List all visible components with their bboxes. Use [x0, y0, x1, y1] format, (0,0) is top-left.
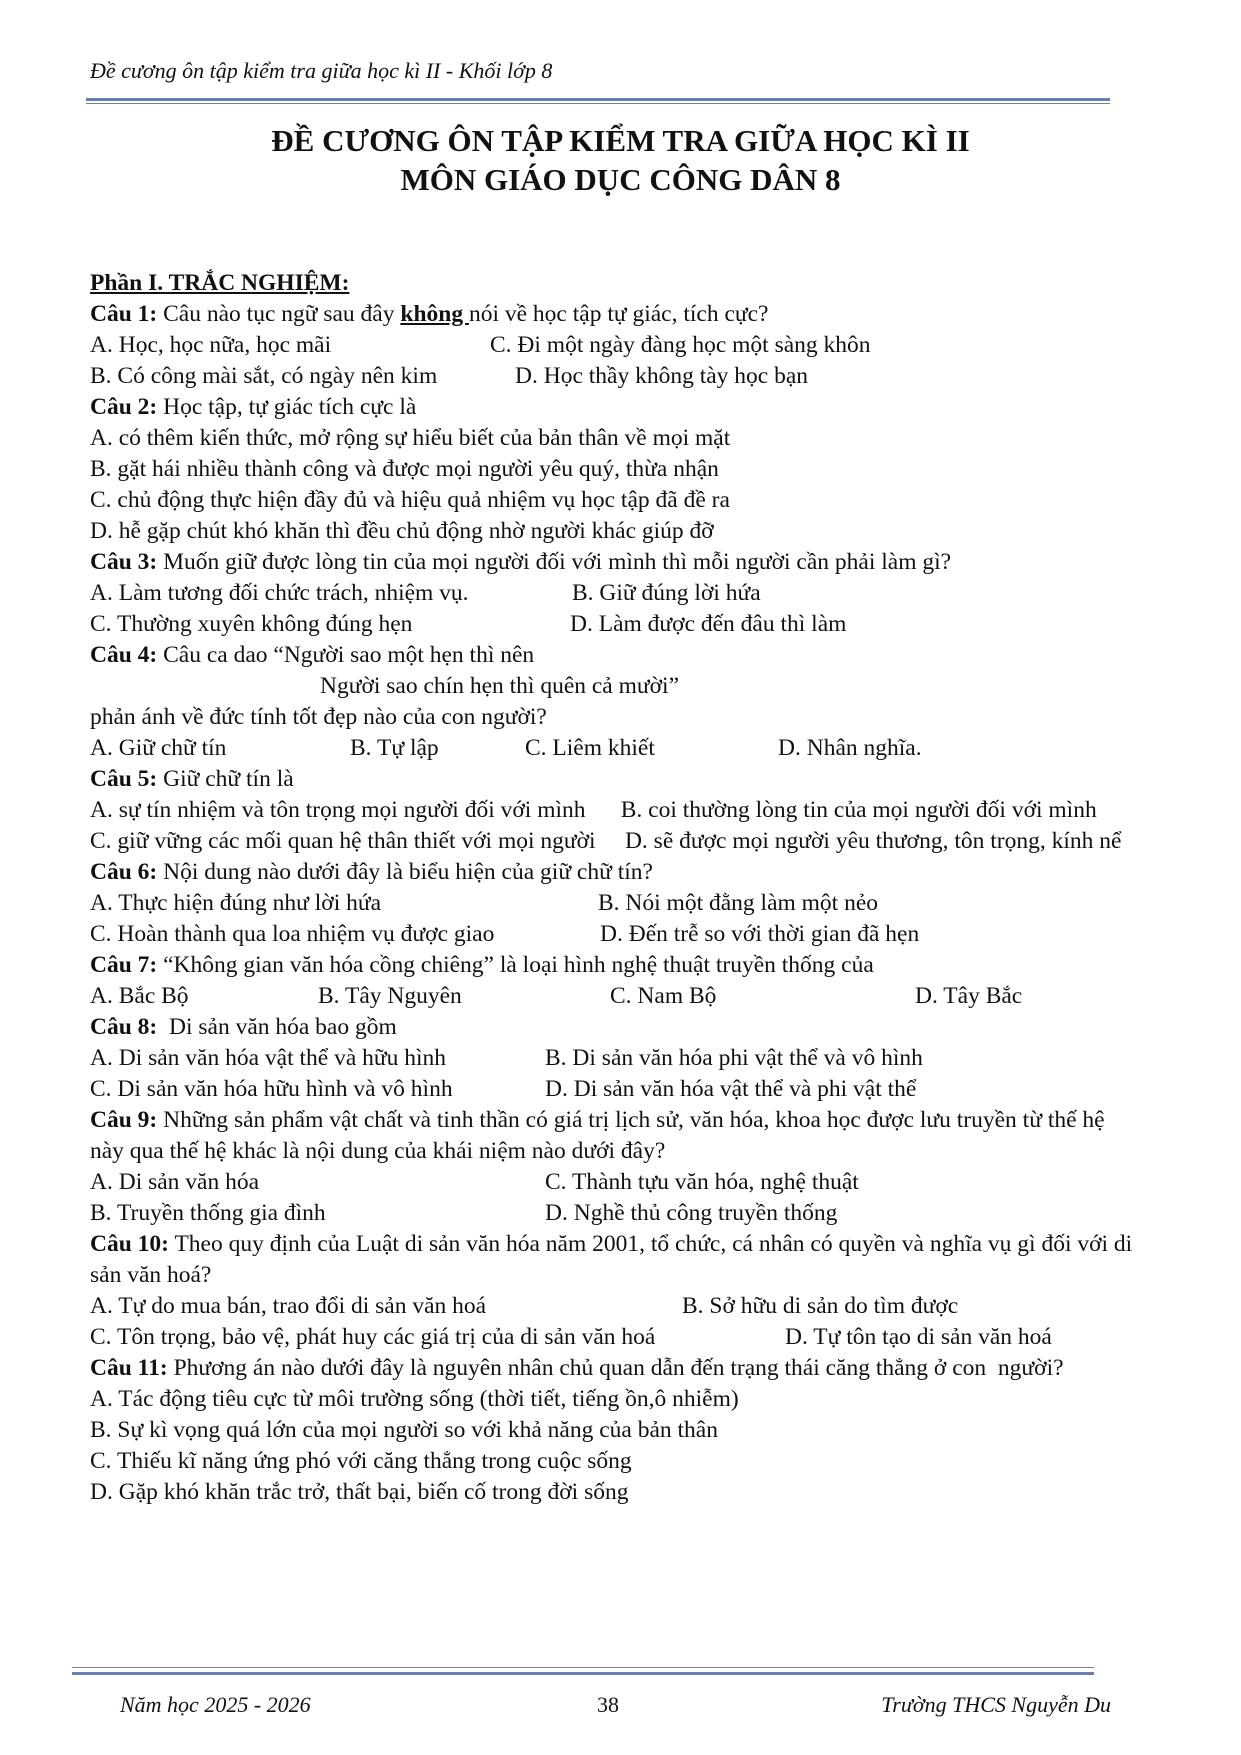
- question-5: [90, 764, 1140, 795]
- document-title-line2: MÔN GIÁO DỤC CÔNG DÂN 8: [400, 162, 841, 197]
- option-d: D. Đến trễ so với thời gian đã hẹn: [600, 921, 920, 947]
- option-c: C. Tôn trọng, bảo vệ, phát huy các giá trị của di sản văn hoá: [90, 1324, 656, 1350]
- option-a: A. Di sản văn hóa vật thể và hữu hình: [90, 1045, 447, 1071]
- footer-school-name: Trường THCS Nguyễn Du: [881, 1692, 1111, 1717]
- question-label: Câu 5:: [90, 766, 158, 792]
- option-d: D. Học thầy không tày học bạn: [515, 363, 809, 389]
- option-c: C. chủ động thực hiện đầy đủ và hiệu quả nhiệm vụ học tập đã đề ra: [90, 487, 730, 513]
- option-b: B. Di sản văn hóa phi vật thể và vô hình: [545, 1045, 923, 1071]
- option-d: D. Làm được đến đâu thì làm: [570, 611, 847, 637]
- question-6: [90, 857, 1140, 888]
- option-b: B. Nói một đằng làm một nẻo: [598, 890, 879, 916]
- option-a: A. có thêm kiến thức, mở rộng sự hiểu biết của bản thân về mọi mặt: [90, 425, 731, 451]
- question-10: [90, 1229, 1140, 1291]
- question-label: Câu 10:: [90, 1231, 169, 1257]
- question-list: [90, 268, 1140, 1508]
- question-text: nói về học tập tự giác, tích cực?: [468, 301, 769, 327]
- question-text: Phương án nào dưới đây là nguyên nhân chủ quan dẫn đến trạng thái căng thẳng ở con người?: [167, 1355, 1064, 1381]
- question-label: Câu 3:: [90, 549, 158, 575]
- question-label: Câu 7:: [90, 952, 158, 978]
- question-text: Giữ chữ tín là: [157, 766, 294, 792]
- option-a: A. Làm tương đối chức trách, nhiệm vụ.: [90, 580, 469, 606]
- question-7: [90, 950, 1140, 981]
- question-2: [90, 392, 1140, 423]
- option-d: D. hễ gặp chút khó khăn thì đều chủ động nhờ người khác giúp đỡ: [90, 518, 714, 544]
- footer-school-year: Năm học 2025 - 2026: [120, 1692, 311, 1717]
- option-b: B. Có công mài sắt, có ngày nên kim: [90, 363, 438, 389]
- question-text: Học tập, tự giác tích cực là: [157, 394, 417, 420]
- question-9: [90, 1105, 1140, 1167]
- option-b: B. Tây Nguyên: [318, 983, 462, 1009]
- document-title-line1: ĐỀ CƯƠNG ÔN TẬP KIỂM TRA GIỮA HỌC KÌ II: [271, 123, 970, 158]
- option-d: D. Tây Bắc: [915, 983, 1023, 1009]
- question-text: Những sản phẩm vật chất và tinh thần có giá trị lịch sử, văn hóa, khoa học được lưu truyền từ thế hệ này qua thế hệ khác là nội dung của khái niệm nào dưới đây?: [90, 1107, 1105, 1164]
- options-c-d: C. giữ vững các mối quan hệ thân thiết với mọi người D. sẽ được mọi người yêu thương, tôn trọng, kính nể: [90, 828, 1122, 854]
- option-a: A. Di sản văn hóa: [90, 1169, 260, 1195]
- option-c: C. Đi một ngày đàng học một sàng khôn: [490, 332, 871, 358]
- question-label: Câu 8:: [90, 1014, 158, 1040]
- question-text: Câu ca dao “Người sao một hẹn thì nên: [157, 642, 535, 668]
- option-c: C. Hoàn thành qua loa nhiệm vụ được giao: [90, 921, 495, 947]
- option-d: D. Di sản văn hóa vật thể và phi vật thể: [545, 1076, 917, 1102]
- option-d: D. Tự tôn tạo di sản văn hoá: [785, 1324, 1052, 1350]
- question-8: [90, 1012, 1140, 1043]
- option-c: C. Nam Bộ: [610, 983, 717, 1009]
- question-1: [90, 299, 1140, 330]
- question-text: Theo quy định của Luật di sản văn hóa năm 2001, tổ chức, cá nhân có quyền và nghĩa vụ gì đối với di sản văn hoá?: [90, 1231, 1133, 1288]
- question-label: Câu 6:: [90, 859, 158, 885]
- question-11: [90, 1353, 1140, 1384]
- question-text-line3: phản ánh về đức tính tốt đẹp nào của con người?: [90, 704, 547, 730]
- footer-rule: [72, 1672, 1094, 1675]
- option-b: B. Giữ đúng lời hứa: [572, 580, 761, 606]
- question-text: Di sản văn hóa bao gồm: [157, 1014, 397, 1040]
- option-c: C. Liêm khiết: [525, 735, 655, 761]
- section-heading: Phần I. TRẮC NGHIỆM:: [90, 270, 350, 296]
- running-header: Đề cương ôn tập kiểm tra giữa học kì II - Khối lớp 8: [90, 58, 553, 83]
- option-b: B. gặt hái nhiều thành công và được mọi người yêu quý, thừa nhận: [90, 456, 719, 482]
- option-d: D. Gặp khó khăn trắc trở, thất bại, biến cố trong đời sống: [90, 1479, 629, 1505]
- option-a: A. Tác động tiêu cực từ môi trường sống (thời tiết, tiếng ồn,ô nhiễm): [90, 1386, 739, 1412]
- option-c: C. Thường xuyên không đúng hẹn: [90, 611, 413, 637]
- option-d: D. Nhân nghĩa.: [778, 735, 922, 761]
- option-a: A. Học, học nữa, học mãi: [90, 332, 332, 358]
- question-4: [90, 640, 1140, 671]
- option-c: C. Di sản văn hóa hữu hình và vô hình: [90, 1076, 453, 1102]
- page-number: 38: [597, 1692, 619, 1717]
- option-b: B. Sở hữu di sản do tìm được: [682, 1293, 959, 1319]
- option-a: A. Bắc Bộ: [90, 983, 189, 1009]
- question-text: Câu nào tục ngữ sau đây: [157, 301, 401, 327]
- question-label: Câu 2:: [90, 394, 158, 420]
- options-a-b: A. sự tín nhiệm và tôn trọng mọi người đối với mình B. coi thường lòng tin của mọi người đối với mình: [90, 797, 1097, 823]
- question-label: Câu 4:: [90, 642, 158, 668]
- question-label: Câu 1:: [90, 301, 158, 327]
- question-emphasis: không: [400, 301, 469, 327]
- question-text: Muốn giữ được lòng tin của mọi người đối với mình thì mỗi người cần phải làm gì?: [157, 549, 952, 575]
- question-text: “Không gian văn hóa cồng chiêng” là loại hình nghệ thuật truyền thống của: [157, 952, 874, 978]
- header-rule-thin: [86, 103, 1110, 104]
- option-c: C. Thành tựu văn hóa, nghệ thuật: [545, 1169, 859, 1195]
- option-b: B. Sự kì vọng quá lớn của mọi người so với khả năng của bản thân: [90, 1417, 718, 1443]
- question-text: Nội dung nào dưới đây là biểu hiện của giữ chữ tín?: [157, 859, 653, 885]
- option-d: D. Nghề thủ công truyền thống: [545, 1200, 838, 1226]
- question-text-line2: Người sao chín hẹn thì quên cả mười”: [320, 673, 680, 699]
- question-label: Câu 9:: [90, 1107, 158, 1133]
- option-b: B. Tự lập: [350, 735, 439, 761]
- option-c: C. Thiếu kĩ năng ứng phó với căng thẳng trong cuộc sống: [90, 1448, 632, 1474]
- header-rule: [86, 98, 1110, 101]
- footer-rule-thin: [72, 1667, 1094, 1668]
- question-label: Câu 11:: [90, 1355, 168, 1381]
- option-a: A. Tự do mua bán, trao đổi di sản văn hoá: [90, 1293, 487, 1319]
- option-b: B. Truyền thống gia đình: [90, 1200, 326, 1226]
- option-a: A. Giữ chữ tín: [90, 735, 227, 761]
- question-3: [90, 547, 1140, 578]
- option-a: A. Thực hiện đúng như lời hứa: [90, 890, 382, 916]
